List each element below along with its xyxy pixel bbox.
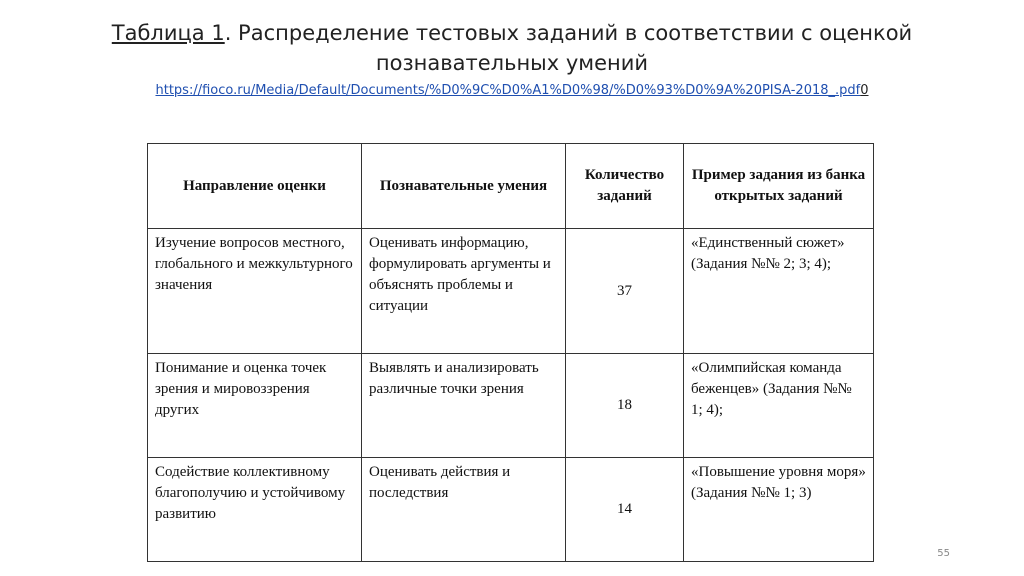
cell-direction: Содействие коллективному благополучию и устойчивому развитию <box>148 458 362 562</box>
table-row <box>148 458 874 562</box>
cell-example: «Повышение уровня моря» (Задания №№ 1; 3) <box>684 458 874 562</box>
cell-count: 18 <box>566 354 684 458</box>
cell-example: «Олимпийская команда беженцев» (Задания №№ 1; 4); <box>684 354 874 458</box>
table-row <box>148 229 874 354</box>
cell-count: 14 <box>566 458 684 562</box>
header-example: Пример задания из банка открытых заданий <box>684 144 874 229</box>
table-container <box>147 143 873 562</box>
slide-title <box>0 18 1024 48</box>
header-skills: Познавательные умения <box>362 144 566 229</box>
cell-skills: Оценивать информацию, формулировать аргументы и объяснять проблемы и ситуации <box>362 229 566 354</box>
cell-example: «Единственный сюжет» (Задания №№ 2; 3; 4); <box>684 229 874 354</box>
table-header-row <box>148 144 874 229</box>
cell-skills: Выявлять и анализировать различные точки зрения <box>362 354 566 458</box>
source-suffix: 0 <box>860 83 869 98</box>
cell-count: 37 <box>566 229 684 354</box>
source-line <box>0 82 1024 100</box>
source-link[interactable]: https://fioco.ru/Media/Default/Documents/%D0%9C%D0%A1%D0%98/%D0%93%D0%9A%20PISA-2018_.pdf <box>155 83 861 98</box>
slide-header <box>0 18 1024 100</box>
header-count: Количество заданий <box>566 144 684 229</box>
table-label: Таблица 1 <box>111 21 225 45</box>
header-direction: Направление оценки <box>148 144 362 229</box>
cell-direction: Понимание и оценка точек зрения и мировоззрения других <box>148 354 362 458</box>
slide-title-line2: познавательных умений <box>375 51 649 75</box>
cell-skills: Оценивать действия и последствия <box>362 458 566 562</box>
cell-direction: Изучение вопросов местного, глобального и межкультурного значения <box>148 229 362 354</box>
table-row <box>148 354 874 458</box>
page-number: 55 <box>937 548 950 559</box>
distribution-table <box>147 143 874 562</box>
title-text: . Распределение тестовых заданий в соответствии с оценкой <box>224 21 913 45</box>
